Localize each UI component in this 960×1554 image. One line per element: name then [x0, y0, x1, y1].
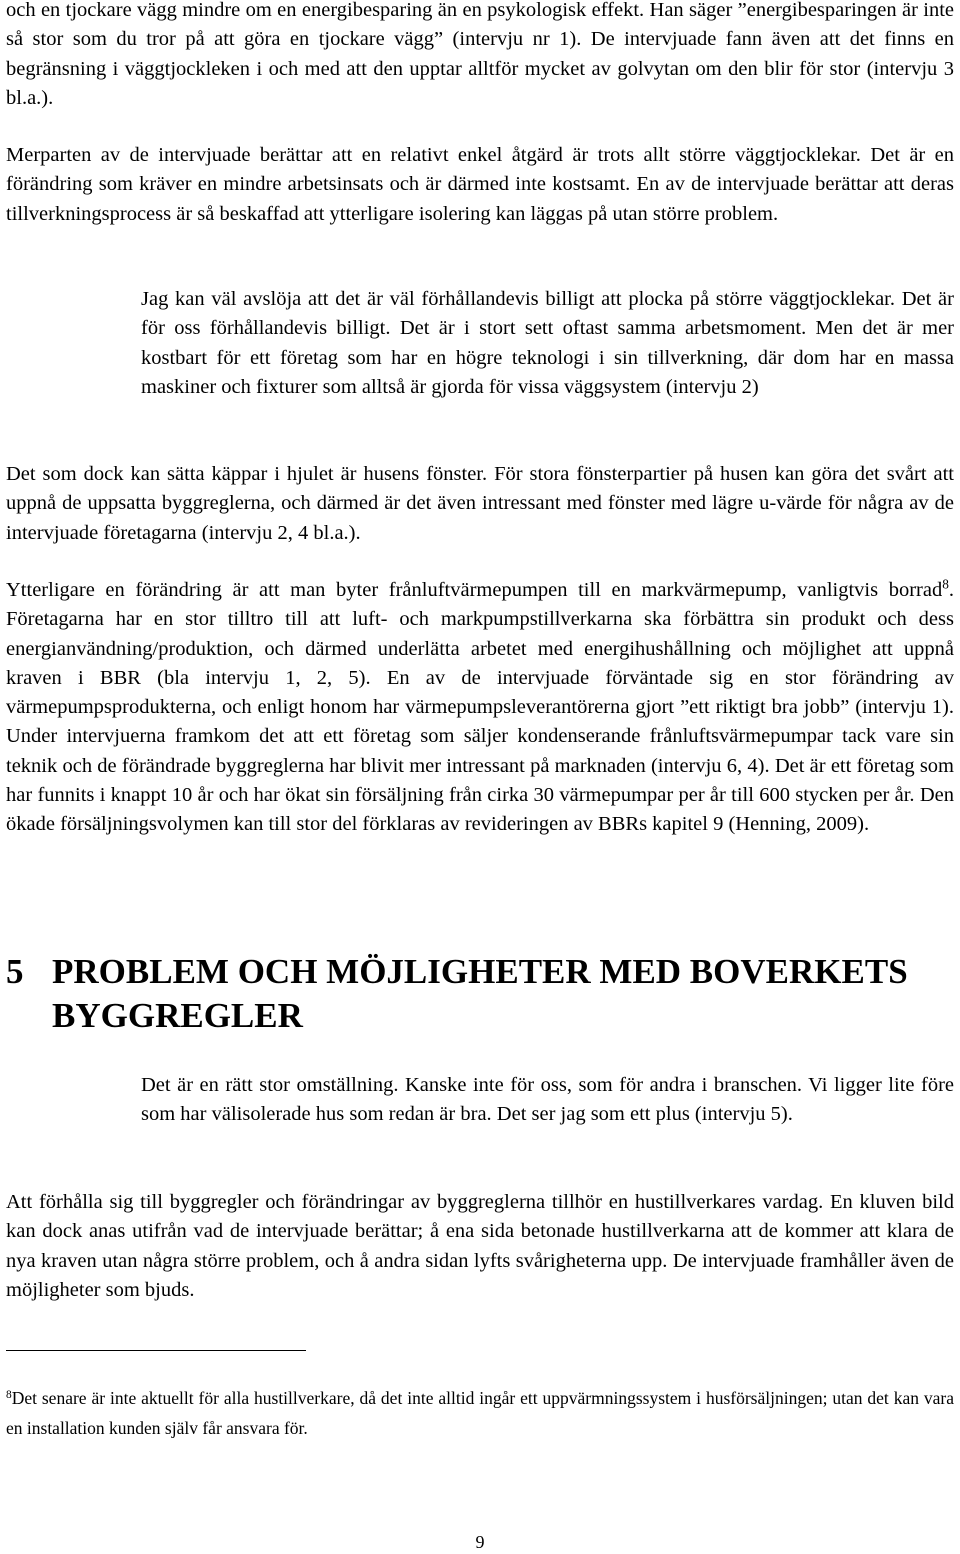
- body-paragraph-5: Att förhålla sig till byggregler och förändringar av byggreglerna tillhör en hustillverkares vardag. En kluven bild kan dock anas utifrån vad de intervjuade berättar; å ena sida betonade hustillverkarna att de kommer att klara de nya kraven utan några större problem, och å andra sidan lyfts svårigheterna upp. De intervjuade framhåller även de möjligheter som bjuds.: [6, 1191, 954, 1301]
- footnote-reference: 8: [942, 576, 949, 592]
- body-paragraph-2: Merparten av de intervjuade berättar att en relativt enkel åtgärd är trots allt större väggtjocklekar. Det är en förändring som kräver en mindre arbetsinsats och är därmed inte kostsamt. En av de intervjuade berättar att deras tillverkningsprocess är så beskaffad att ytterligare isolering kan läggas på utan större problem.: [6, 144, 954, 225]
- page-number: 9: [475, 1532, 485, 1552]
- footnote-marker: 8: [6, 1388, 12, 1401]
- block-quote-2: Det är en rätt stor omställning. Kanske inte för oss, som för andra i branschen. Vi ligger lite före som har välisolerade hus som redan är bra. Det ser jag som ett plus (intervju 5).: [141, 1074, 954, 1126]
- body-paragraph-4: [6, 576, 954, 840]
- footnote: [6, 1383, 954, 1443]
- body-paragraph-1: och en tjockare vägg mindre om en energibesparing än en psykologisk effekt. Han säger ”energibesparingen är inte så stor som du tror på att göra en tjockare vägg” (intervju nr 1). De intervjuade fann även att det finns en begränsning i väggtjockleken i och med att den upptar alltför mycket av golvytan om den blir för stor (intervju 3 bl.a.).: [6, 0, 954, 109]
- section-heading: [6, 950, 954, 1038]
- body-paragraph-4-rest: . Företagarna har en stor tilltro till att luft- och markpumpstillverkarna ska förbättra sin produkt och dess energianvändning/produktion, och därmed underlätta arbetet med energihushållning och möjlighet att uppnå kraven i BBR (bla intervju 1, 2, 5). En av de intervjuade förväntade sig en stor förändring av värmepumpsprodukterna, och enligt honom har värmepumpsleverantörerna gjort ”ett riktigt bra jobb” (intervju 1). Under intervjuerna framkom det att ett företag som säljer kondenserande frånluftsvärmepumpar tack vare sin teknik och de förändrade byggreglerna har blivit mer intressant på marknaden (intervju 6, 4). Det är ett företag som har funnits i knappt 10 år och har ökat sin försäljning från cirka 30 värmepumpar per år till 600 stycken per år. Den ökade försäljningsvolymen kan till stor del förklaras av revideringen av BBRs kapitel 9 (Henning, 2009).: [6, 579, 954, 836]
- block-quote-1: Jag kan väl avslöja att det är väl förhållandevis billigt att plocka på större väggtjocklekar. Det är för oss förhållandevis billigt. Det är i stort sett oftast samma arbetsmoment. Men det är mer kostbart för ett företag som har en högre teknologi i sin tillverkning, där dom har en massa maskiner och fixturer som alltså är gjorda för vissa väggsystem (intervju 2): [141, 288, 954, 398]
- body-paragraph-4-start: Ytterligare en förändring är att man byter frånluftvärmepumpen till en markvärmepump, vanligtvis borrad: [6, 579, 943, 601]
- footnote-separator: [6, 1350, 306, 1351]
- section-number: 5: [6, 952, 24, 991]
- footnote-text: Det senare är inte aktuellt för alla hustillverkare, då det inte alltid ingår ett uppvärmningssystem i husförsäljningen; utan det kan vara en installation kunden själv får ansvara för.: [6, 1388, 954, 1438]
- body-paragraph-3: Det som dock kan sätta käppar i hjulet är husens fönster. För stora fönsterpartier på husen kan göra det svårt att uppnå de uppsatta byggreglerna, och därmed är det även intressant med fönster med lägre u-värde för några av de intervjuade företagarna (intervju 2, 4 bl.a.).: [6, 463, 954, 544]
- section-title: PROBLEM OCH MÖJLIGHETER MED BOVERKETS BYGGREGLER: [52, 952, 908, 1035]
